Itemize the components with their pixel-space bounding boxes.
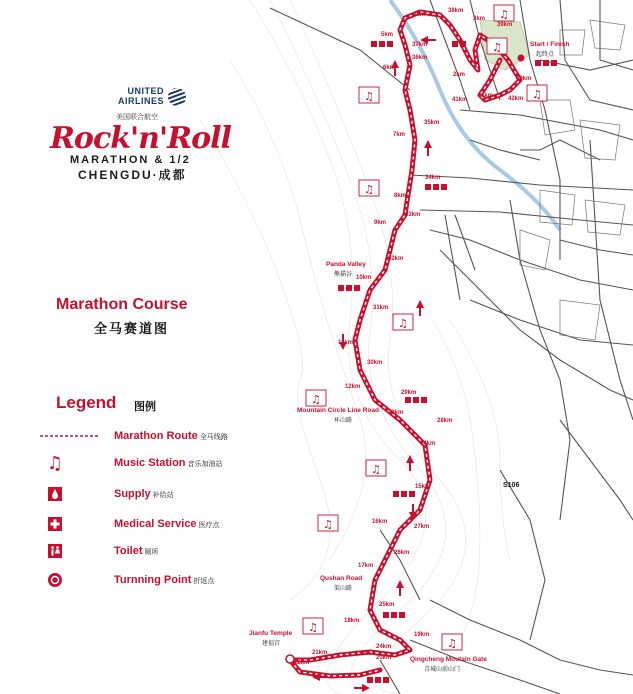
legend-music-label-cn: 音乐加油站 bbox=[187, 461, 223, 468]
mountain-road-label-cn: 环山路 bbox=[334, 418, 353, 424]
jianfu-temple-label: Jianfu Temple bbox=[249, 630, 293, 637]
svg-text:♫: ♫ bbox=[323, 518, 333, 531]
km-marker: 29km bbox=[401, 390, 417, 396]
medical-cross-icon bbox=[40, 514, 70, 534]
event-subtitle: MARATHON & 1/2 bbox=[70, 154, 191, 166]
km-marker: 15km bbox=[415, 484, 431, 490]
svg-text:♫: ♫ bbox=[364, 183, 374, 196]
airline-globe-icon bbox=[168, 88, 186, 106]
music-note-icon: ♫ bbox=[46, 452, 64, 474]
km-marker: 20km bbox=[376, 655, 392, 661]
legend-supply-label-cn: 补给站 bbox=[152, 492, 174, 499]
km-marker: 24km bbox=[376, 644, 392, 650]
legend-item-toilet bbox=[40, 541, 159, 561]
km-marker: 5km bbox=[381, 32, 394, 38]
page-title-cn: 全马赛道图 bbox=[94, 321, 170, 336]
km-marker: 18km bbox=[344, 618, 360, 624]
airline-name-line1: UNITED bbox=[127, 86, 164, 96]
km-marker: 17km bbox=[358, 563, 374, 569]
panda-valley-label-cn: 熊猫谷 bbox=[334, 272, 353, 278]
svg-text:♫: ♫ bbox=[447, 637, 457, 650]
svg-text:♫: ♫ bbox=[532, 88, 542, 101]
km-marker: 26km bbox=[394, 550, 410, 556]
km-marker: 13km bbox=[388, 410, 404, 416]
svg-text:♫: ♫ bbox=[492, 41, 502, 54]
legend-item-music bbox=[40, 452, 223, 474]
km-marker: 42km bbox=[508, 96, 524, 102]
jianfu-temple-label-cn: 建福宫 bbox=[262, 641, 281, 647]
qushan-road-label: Qushan Road bbox=[320, 575, 363, 582]
km-marker: 25km bbox=[379, 602, 395, 608]
km-marker: 10km bbox=[356, 275, 372, 281]
water-drop-icon bbox=[40, 484, 70, 504]
km-marker: 38km bbox=[448, 8, 464, 14]
km-marker: 36km bbox=[412, 55, 428, 61]
legend-toilet-label-cn: 厕所 bbox=[144, 549, 159, 556]
km-marker: 37km bbox=[412, 42, 428, 48]
km-marker: 40km bbox=[516, 76, 532, 82]
airline-logo-text bbox=[100, 86, 164, 106]
legend-item-turning bbox=[40, 570, 215, 590]
km-marker: 27km bbox=[414, 524, 430, 530]
km-marker: 11km bbox=[338, 340, 354, 346]
km-marker: 6km bbox=[383, 65, 396, 71]
km-marker: 3km bbox=[473, 16, 486, 22]
panda-valley-label: Panda Valley bbox=[326, 261, 366, 268]
svg-text:♫: ♫ bbox=[398, 317, 408, 330]
airline-name-cn: 美国联合航空 bbox=[116, 114, 158, 121]
event-city: CHENGDU·成都 bbox=[78, 168, 187, 182]
start-finish-label: Start / Finish bbox=[530, 41, 570, 48]
svg-text:♫: ♫ bbox=[311, 393, 321, 406]
mountain-road-label: Mountain Circle Line Road bbox=[297, 407, 379, 414]
legend-heading-cn: 图例 bbox=[134, 401, 156, 413]
svg-text:♫: ♫ bbox=[364, 90, 374, 103]
km-marker: 41km bbox=[452, 97, 468, 103]
km-marker: 8km bbox=[394, 193, 407, 199]
qushan-road-label-cn: 渠山路 bbox=[334, 586, 353, 592]
start-finish-label-cn: 起终点 bbox=[536, 52, 555, 58]
legend-medical-label: Medical Service bbox=[114, 518, 197, 530]
km-marker: 33km bbox=[405, 212, 421, 218]
legend-music-label: Music Station bbox=[114, 457, 186, 469]
event-logo: Rock'n'Roll bbox=[50, 121, 231, 156]
km-marker: 30km bbox=[367, 360, 383, 366]
start-finish-marker bbox=[518, 55, 525, 62]
legend-item-medical bbox=[40, 514, 220, 534]
qingcheng-gate-label: Qingcheng Moutain Gate bbox=[410, 656, 487, 663]
km-marker: 9km bbox=[374, 220, 387, 226]
svg-text:♫: ♫ bbox=[499, 8, 509, 21]
toilet-icon bbox=[40, 541, 70, 561]
legend-route-label: Marathon Route bbox=[114, 430, 198, 442]
svg-text:♫: ♫ bbox=[308, 621, 318, 634]
km-marker: 34km bbox=[425, 175, 441, 181]
legend-heading: Legend bbox=[56, 393, 117, 412]
legend-turning-label-cn: 折返点 bbox=[193, 578, 215, 585]
km-marker: 28km bbox=[437, 418, 453, 424]
page-title: Marathon Course bbox=[56, 296, 188, 313]
km-marker: 32km bbox=[388, 256, 404, 262]
km-marker: 19km bbox=[414, 632, 430, 638]
airline-name-line2: AIRLINES bbox=[117, 96, 164, 106]
turning-point-icon bbox=[40, 570, 70, 590]
city-blocks bbox=[520, 20, 625, 340]
km-marker: 16km bbox=[372, 519, 388, 525]
km-marker: 39km bbox=[497, 22, 513, 28]
svg-text:♫: ♫ bbox=[371, 463, 381, 476]
legend-item-supply bbox=[40, 484, 174, 504]
qingcheng-gate-label-cn: 青城山前山门 bbox=[424, 667, 461, 673]
km-marker: 12km bbox=[345, 384, 361, 390]
km-marker: 7km bbox=[393, 132, 406, 138]
legend-route-label-cn: 全马线路 bbox=[199, 434, 228, 441]
music-notes bbox=[308, 8, 542, 650]
legend-supply-label: Supply bbox=[114, 488, 151, 500]
km-marker: 35km bbox=[424, 120, 440, 126]
road-network bbox=[270, 0, 633, 694]
legend-turning-label: Turnning Point bbox=[114, 574, 192, 586]
legend-toilet-label: Toilet bbox=[114, 545, 143, 557]
km-marker: 21km bbox=[312, 650, 328, 656]
km-marker: 23km bbox=[355, 651, 371, 657]
km-marker: 22km bbox=[294, 660, 310, 666]
highway-label: S106 bbox=[503, 482, 520, 489]
km-marker: 14km bbox=[420, 441, 436, 447]
km-marker: 1km bbox=[481, 93, 494, 99]
km-marker: 2km bbox=[453, 72, 466, 78]
turning-point-marker bbox=[286, 655, 294, 663]
river bbox=[390, 0, 560, 230]
legend-medical-label-cn: 医疗点 bbox=[198, 522, 220, 529]
km-marker: 31km bbox=[373, 305, 389, 311]
km-marker: 4km bbox=[413, 12, 426, 18]
